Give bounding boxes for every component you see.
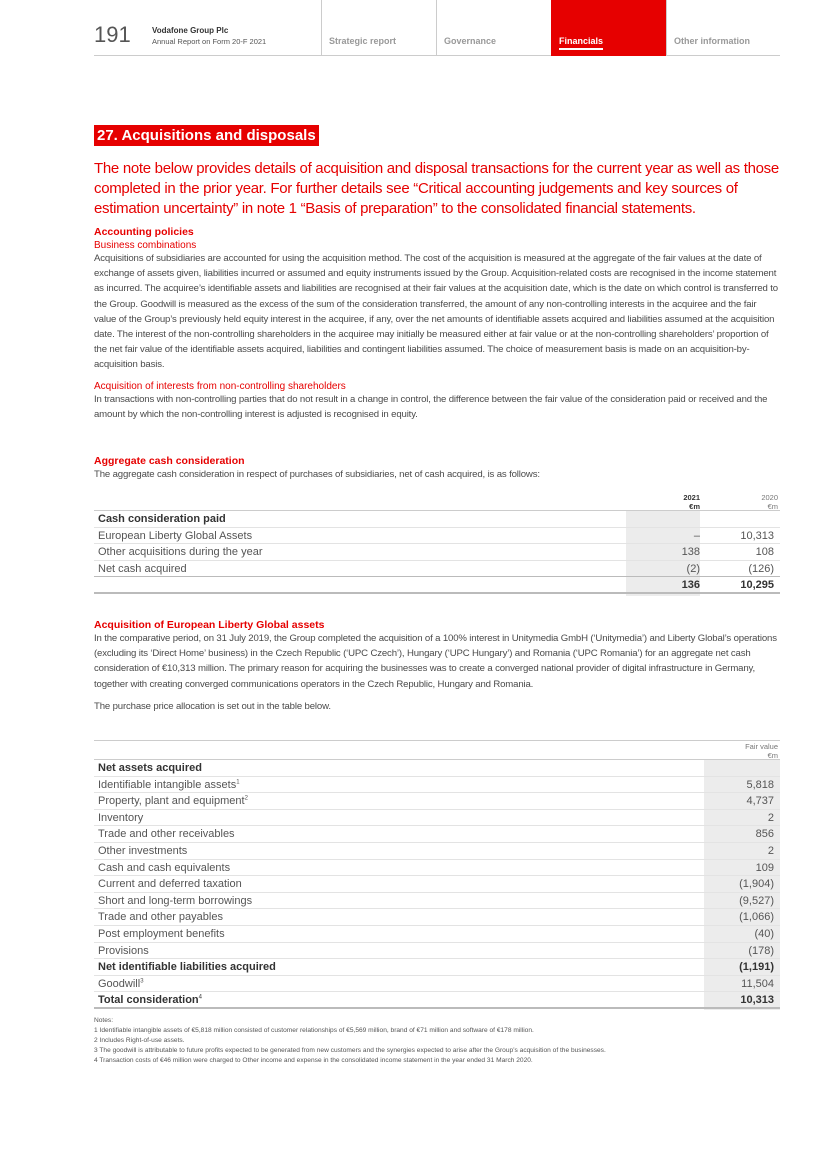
accounting-policies-heading: Accounting policies — [94, 226, 194, 238]
value-2021: (2) — [686, 562, 700, 575]
table-row — [94, 826, 780, 843]
business-combinations-heading: Business combinations — [94, 240, 197, 251]
table-row — [94, 544, 780, 561]
row-value: 2 — [767, 844, 774, 857]
nci-text: In transactions with non-controlling parties that do not result in a change in control, the difference between the fair value of the consideration paid or received and the amount by which the non-controlling interest is adjusted is recognised in equity. — [94, 393, 768, 420]
table-row — [94, 959, 780, 976]
row-label: Net cash acquired — [98, 562, 187, 575]
aggregate-cash-section — [94, 455, 780, 482]
table-row — [94, 860, 780, 877]
footnote: 2 Includes Right-of-use assets. — [94, 1037, 185, 1044]
total-2021: 136 — [681, 579, 700, 592]
row-value: (178) — [748, 944, 774, 957]
page-number: 191 — [94, 22, 131, 47]
row-value: (9,527) — [739, 894, 774, 907]
row-label: Property, plant and equipment$^2$ — [98, 795, 248, 808]
elg-text: In the comparative period, on 31 July 2019, the Group completed the acquisition of a 100% interest in Unitymedia GmbH (‘Unitymedia’) and Liberty Global’s operations (excluding its ‘Direct Home’ business) in the Czech Republic (‘UPC Czech’), Hungary (‘UPC Hungary’) and Romania (‘UPC Romania’) for an aggregate net cash consideration of €10,313 million. The primary reason for acquiring the businesses was to create a converged national provider of digital infrastructure in Germany, together with creating converged communications operators in the Czech Republic, Hungary and Romania. — [94, 633, 777, 690]
row-label: Trade and other receivables — [98, 828, 235, 841]
row-label: Identifiable intangible assets$^1$ — [98, 778, 240, 791]
total-row — [94, 577, 780, 594]
row-value: 4,737 — [746, 795, 774, 808]
table-row — [94, 843, 780, 860]
tab-governance[interactable]: Governance — [436, 0, 551, 56]
table-row — [94, 561, 780, 578]
aggregate-text: The aggregate cash consideration in respect of purchases of subsidiaries, net of cash acquired, is as follows: — [94, 469, 540, 480]
row-value: 11,504 — [741, 977, 774, 990]
elg-section — [94, 619, 780, 714]
row-value: 5,818 — [746, 778, 774, 791]
row-label: Inventory — [98, 811, 144, 824]
table-row — [94, 793, 780, 810]
row-value: (1,191) — [739, 961, 774, 974]
note-title: 27. Acquisitions and disposals — [94, 125, 319, 146]
table-row — [94, 511, 780, 528]
elg-heading: Acquisition of European Liberty Global assets — [94, 619, 325, 631]
table-header — [94, 740, 780, 760]
row-value: 10,313 — [740, 994, 774, 1007]
total-row — [94, 992, 780, 1009]
table-row — [94, 876, 780, 893]
tab-financials[interactable]: Financials — [551, 0, 666, 56]
table-row — [94, 926, 780, 943]
aggregate-heading: Aggregate cash consideration — [94, 455, 245, 467]
row-label: Cash consideration paid — [98, 513, 226, 525]
tab-other-information[interactable]: Other information — [666, 0, 781, 56]
row-label: Short and long-term borrowings — [98, 894, 253, 907]
row-value: 109 — [755, 861, 774, 874]
row-label: Goodwill$^3$ — [98, 977, 144, 990]
footnotes — [94, 1016, 780, 1066]
row-label: Post employment benefits — [98, 927, 225, 940]
footnote: 1 Identifiable intangible assets of €5,818 million consisted of customer relationships of €5,569 million, brand of €71 million and software of €178 million. — [94, 1027, 534, 1034]
row-label: European Liberty Global Assets — [98, 529, 253, 542]
company-name: Vodafone Group Plc — [152, 26, 229, 35]
page-header — [94, 0, 780, 56]
total-2020: 10,295 — [740, 579, 774, 592]
value-2020: 10,313 — [740, 529, 774, 542]
value-2020: (126) — [748, 562, 774, 575]
col-2020: 2020 €m — [761, 493, 778, 511]
footnote: 4 Transaction costs of €46 million were charged to Other income and expense in the consolidated income statement in the year ended 31 March 2020. — [94, 1057, 533, 1064]
table-row — [94, 528, 780, 545]
intro-text: The note below provides details of acquisition and disposal transactions for the current year as well as those completed in the prior year. For further details see “Critical accounting judgements and key sources of estimation uncertainty” in note 1 “Basis of preparation” to the consolidated financial statements. — [94, 160, 779, 217]
tab-strategic-report[interactable]: Strategic report — [321, 0, 436, 56]
value-2021: 138 — [681, 546, 700, 559]
row-label: Cash and cash equivalents — [98, 861, 231, 874]
row-label: Provisions — [98, 944, 149, 957]
row-label: Net identifiable liabilities acquired — [98, 961, 276, 974]
table-header — [94, 488, 780, 511]
table-row — [94, 943, 780, 960]
row-label: Other acquisitions during the year — [98, 546, 263, 559]
row-value: (40) — [754, 927, 774, 940]
col-fair-value: Fair value €m — [745, 742, 778, 760]
accounting-policies — [94, 226, 780, 422]
footnote: 3 The goodwill is attributable to future profits expected to be generated from new customers and the synergies expected to arise after the Group’s acquisition of the businesses. — [94, 1047, 606, 1054]
row-label: Trade and other payables — [98, 911, 223, 924]
value-2020: 108 — [755, 546, 774, 559]
row-label: Net assets acquired — [98, 762, 202, 774]
nci-heading: Acquisition of interests from non-controlling shareholders — [94, 380, 346, 392]
table-row — [94, 810, 780, 827]
row-value: 2 — [767, 811, 774, 824]
table-row — [94, 777, 780, 794]
table-row — [94, 760, 780, 777]
row-label: Total consideration$^4$ — [98, 994, 202, 1007]
section-tabs — [321, 0, 781, 56]
row-value: (1,066) — [739, 911, 774, 924]
cash-consideration-table — [94, 488, 780, 594]
col-2021: 2021 €m — [683, 493, 700, 511]
table-row — [94, 976, 780, 993]
table-row — [94, 909, 780, 926]
row-value: (1,904) — [739, 878, 774, 891]
ppa-text: The purchase price allocation is set out in the table below. — [94, 700, 331, 712]
report-name: Annual Report on Form 20-F 2021 — [152, 37, 267, 46]
row-label: Current and deferred taxation — [98, 878, 242, 891]
row-label: Other investments — [98, 844, 188, 857]
notes-heading: Notes: — [94, 1017, 114, 1024]
value-2021: – — [693, 529, 700, 542]
business-combinations-text: Acquisitions of subsidiaries are accounted for using the acquisition method. The cost of the acquisition is measured at the aggregate of the fair values at the date of exchange of assets given, liabilities incurred or assumed and equity instruments issued by the Group. Acquisition-related costs are recognised in the income statement as incurred. The acquiree’s identifiable assets and liabilities are recognised at their fair values at the acquisition date, which is the date on which control is transferred to the Group. Goodwill is measured as the excess of the sum of the consideration transferred, the amount of any non-controlling interests in the acquiree and the fair value of the Group’s previously held equity interest in the acquiree, if any, over the net amounts of identifiable assets acquired and liabilities assumed at the acquisition date. The interest of the non-controlling shareholders in the acquiree may initially be measured either at fair value or at the non-controlling shareholders’ proportion of the net fair value of the identifiable assets acquired, liabilities and contingent liabilities assumed. The choice of measurement basis is made on an acquisition-by-acquisition basis. — [94, 253, 778, 371]
purchase-price-table — [94, 740, 780, 1009]
table-row — [94, 893, 780, 910]
row-value: 856 — [755, 828, 774, 841]
